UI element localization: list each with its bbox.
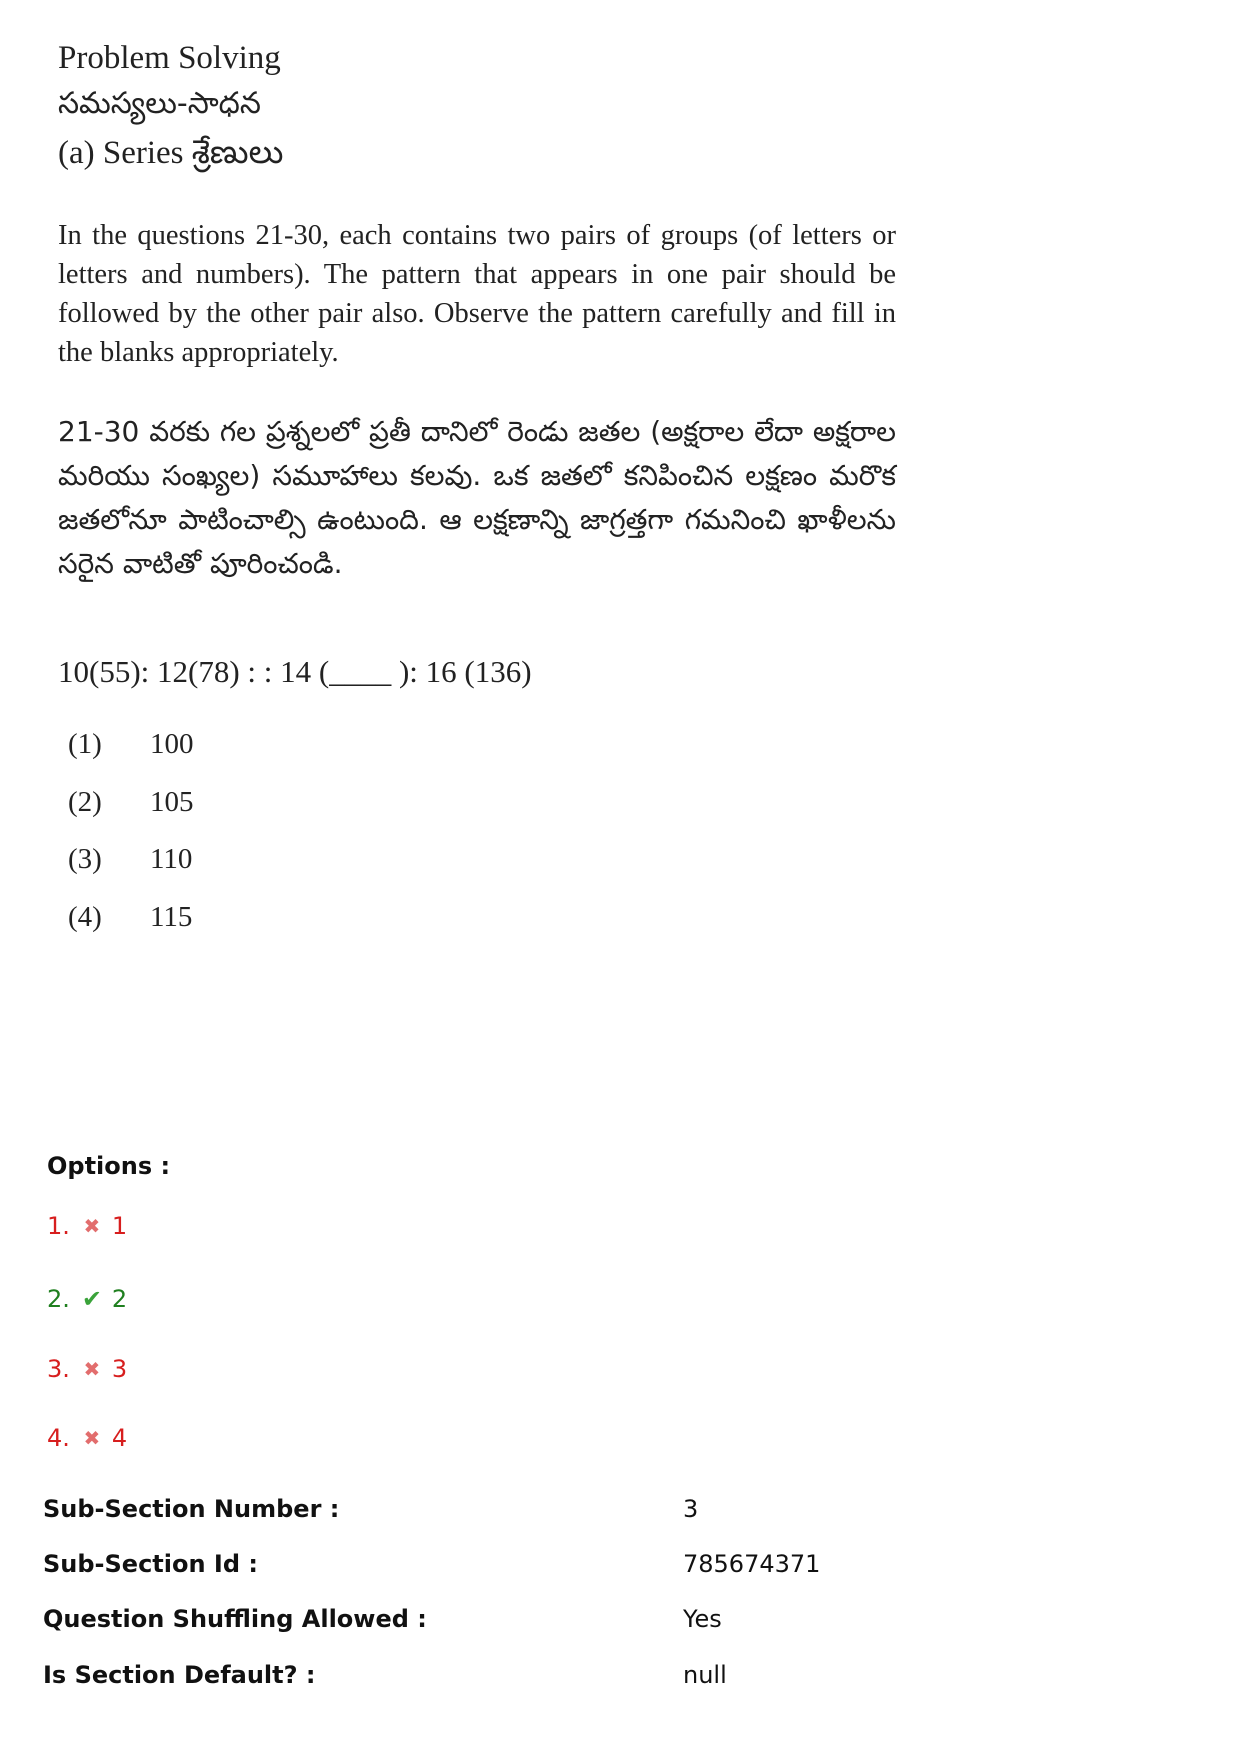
choice-item <box>58 889 898 947</box>
option-value: 3 <box>111 1355 128 1383</box>
cross-icon: ✖ <box>83 1214 101 1238</box>
check-icon: ✔ <box>81 1285 102 1313</box>
meta-value: 785674371 <box>683 1550 821 1578</box>
option-number: 3. <box>47 1355 70 1383</box>
option-value: 1 <box>111 1212 128 1240</box>
meta-label: Question Shuffling Allowed : <box>43 1605 427 1633</box>
option-number: 4. <box>47 1424 70 1452</box>
meta-label: Sub-Section Id : <box>43 1550 258 1578</box>
option-item-4 <box>47 1424 127 1452</box>
meta-label: Is Section Default? : <box>43 1661 316 1689</box>
choice-value: 100 <box>150 728 194 761</box>
option-number: 2. <box>47 1285 70 1313</box>
subheading-series: (a) Series శ్రేణులు <box>58 135 284 171</box>
meta-value: null <box>683 1661 727 1689</box>
option-item-3 <box>47 1355 127 1383</box>
choice-value: 115 <box>150 900 193 933</box>
cross-icon: ✖ <box>83 1357 101 1381</box>
choice-number: (2) <box>68 785 102 818</box>
option-item-2 <box>47 1285 127 1313</box>
option-item-1 <box>47 1212 127 1240</box>
question-scan-image <box>58 36 898 946</box>
instructions-english: In the questions 21-30, each contains two pairs of groups (of letters or letters and numbers). The pattern that appears in one pair should be followed by the other pair also. Observe the pattern carefully and fill in the blanks appropriately. <box>58 220 896 368</box>
meta-label: Sub-Section Number : <box>43 1495 340 1523</box>
option-value: 2 <box>111 1285 128 1313</box>
cross-icon: ✖ <box>83 1426 101 1450</box>
options-section <box>47 1152 171 1452</box>
question-equation: 10(55): 12(78) : : 14 (____ ): 16 (136) <box>58 654 532 689</box>
options-title: Options : <box>47 1152 171 1180</box>
choice-number: (3) <box>68 843 102 876</box>
choice-item <box>58 831 898 889</box>
choice-value: 110 <box>150 843 193 876</box>
meta-value: Yes <box>683 1605 722 1633</box>
meta-value: 3 <box>683 1495 699 1523</box>
choice-value: 105 <box>150 785 194 818</box>
choice-number: (1) <box>68 728 102 761</box>
question-choices <box>58 716 898 946</box>
choice-item <box>58 716 898 774</box>
option-number: 1. <box>47 1212 70 1240</box>
choice-item <box>58 774 898 832</box>
choice-number: (4) <box>68 900 102 933</box>
heading-telugu: సమస్యలు-సాధన <box>58 86 261 121</box>
heading-english: Problem Solving <box>58 40 281 76</box>
option-value: 4 <box>111 1424 128 1452</box>
instructions-telugu: 21-30 వరకు గల ప్రశ్నలలో ప్రతీ దానిలో రెండు జతల (అక్షరాల లేదా అక్షరాల మరియు సంఖ్యల) సమూహాలు కలవు. ఒక జతలో కనిపించిన లక్షణం మరొక జతలోనూ పాటించాల్సి ఉంటుంది. ఆ లక్షణాన్ని జాగ్రత్తగా గమనించి ఖాళీలను సరైన వాటితో పూరించండి. <box>58 415 896 580</box>
